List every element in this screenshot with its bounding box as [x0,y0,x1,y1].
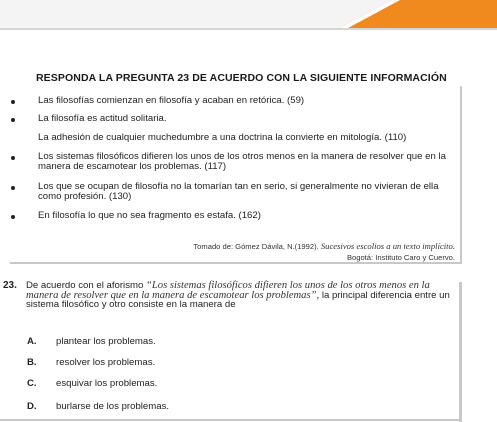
question-number: 23. [3,280,17,291]
bullet-dot [11,100,15,104]
option-letter: B. [27,357,37,368]
source-title: Sucesivos escolios a un texto implícito. [320,241,455,251]
aphorism-item: En filosofía lo que no sea fragmento es estafa. (162) [38,210,261,221]
aphorism-item: Los que se ocupan de filosofía no la tomarían tan en serio, si generalmente no vivieran de ella como profesión. (130) [38,181,439,203]
option-text: resolver los problemas. [56,357,156,368]
question-box-right-rule [459,282,462,422]
stem-quote: “Los sistemas filosóficos difieren los unos de los otros menos en la manera de resolver que en la manera de escamotear los problemas”, [26,280,430,301]
option-text: plantear los problemas. [56,336,156,347]
aphorism-item: La filosofía es actitud solitaria. [38,113,167,124]
stem-outro: la principal diferencia entre un sistema filosófico y otro consiste en la manera de [26,289,450,311]
option-letter: C. [27,378,37,389]
option-letter: D. [27,401,37,412]
option-text: esquivar los problemas. [56,378,158,389]
question-box-bottom-rule [0,419,462,421]
bullet-dot [11,118,15,122]
aphorism-item: La adhesión de cualquier muchedumbre a una doctrina la convierte en mitología. (110) [38,132,407,143]
header-banner [0,0,497,30]
source-citation [95,241,455,251]
bullet-dot [11,215,15,219]
aphorism-item: Los sistemas filosóficos difieren los unos de los otros menos en la manera de resolver que en la manera de escamotear los problemas. (117) [38,151,446,173]
banner-light-band [0,0,392,28]
section-heading: RESPONDA LA PREGUNTA 23 DE ACUERDO CON LA SIGUIENTE INFORMACIÓN [36,72,447,84]
banner-underline [0,28,497,30]
bullet-dot [11,186,15,190]
option-letter: A. [27,336,37,347]
stem-intro: De acuerdo con el aforismo [26,280,146,291]
source-publisher: Bogotá: Instituto Caro y Cuervo. [346,253,455,262]
question-stem [26,281,458,310]
option-text: burlarse de los problemas. [56,401,170,412]
bullet-dot [11,156,15,160]
source-prefix: Tomado de: Gómez Dávila, N.(1992). [193,242,319,251]
aphorism-item: Las filosofías comienzan en filosofía y acaban en retórica. (59) [38,95,305,106]
